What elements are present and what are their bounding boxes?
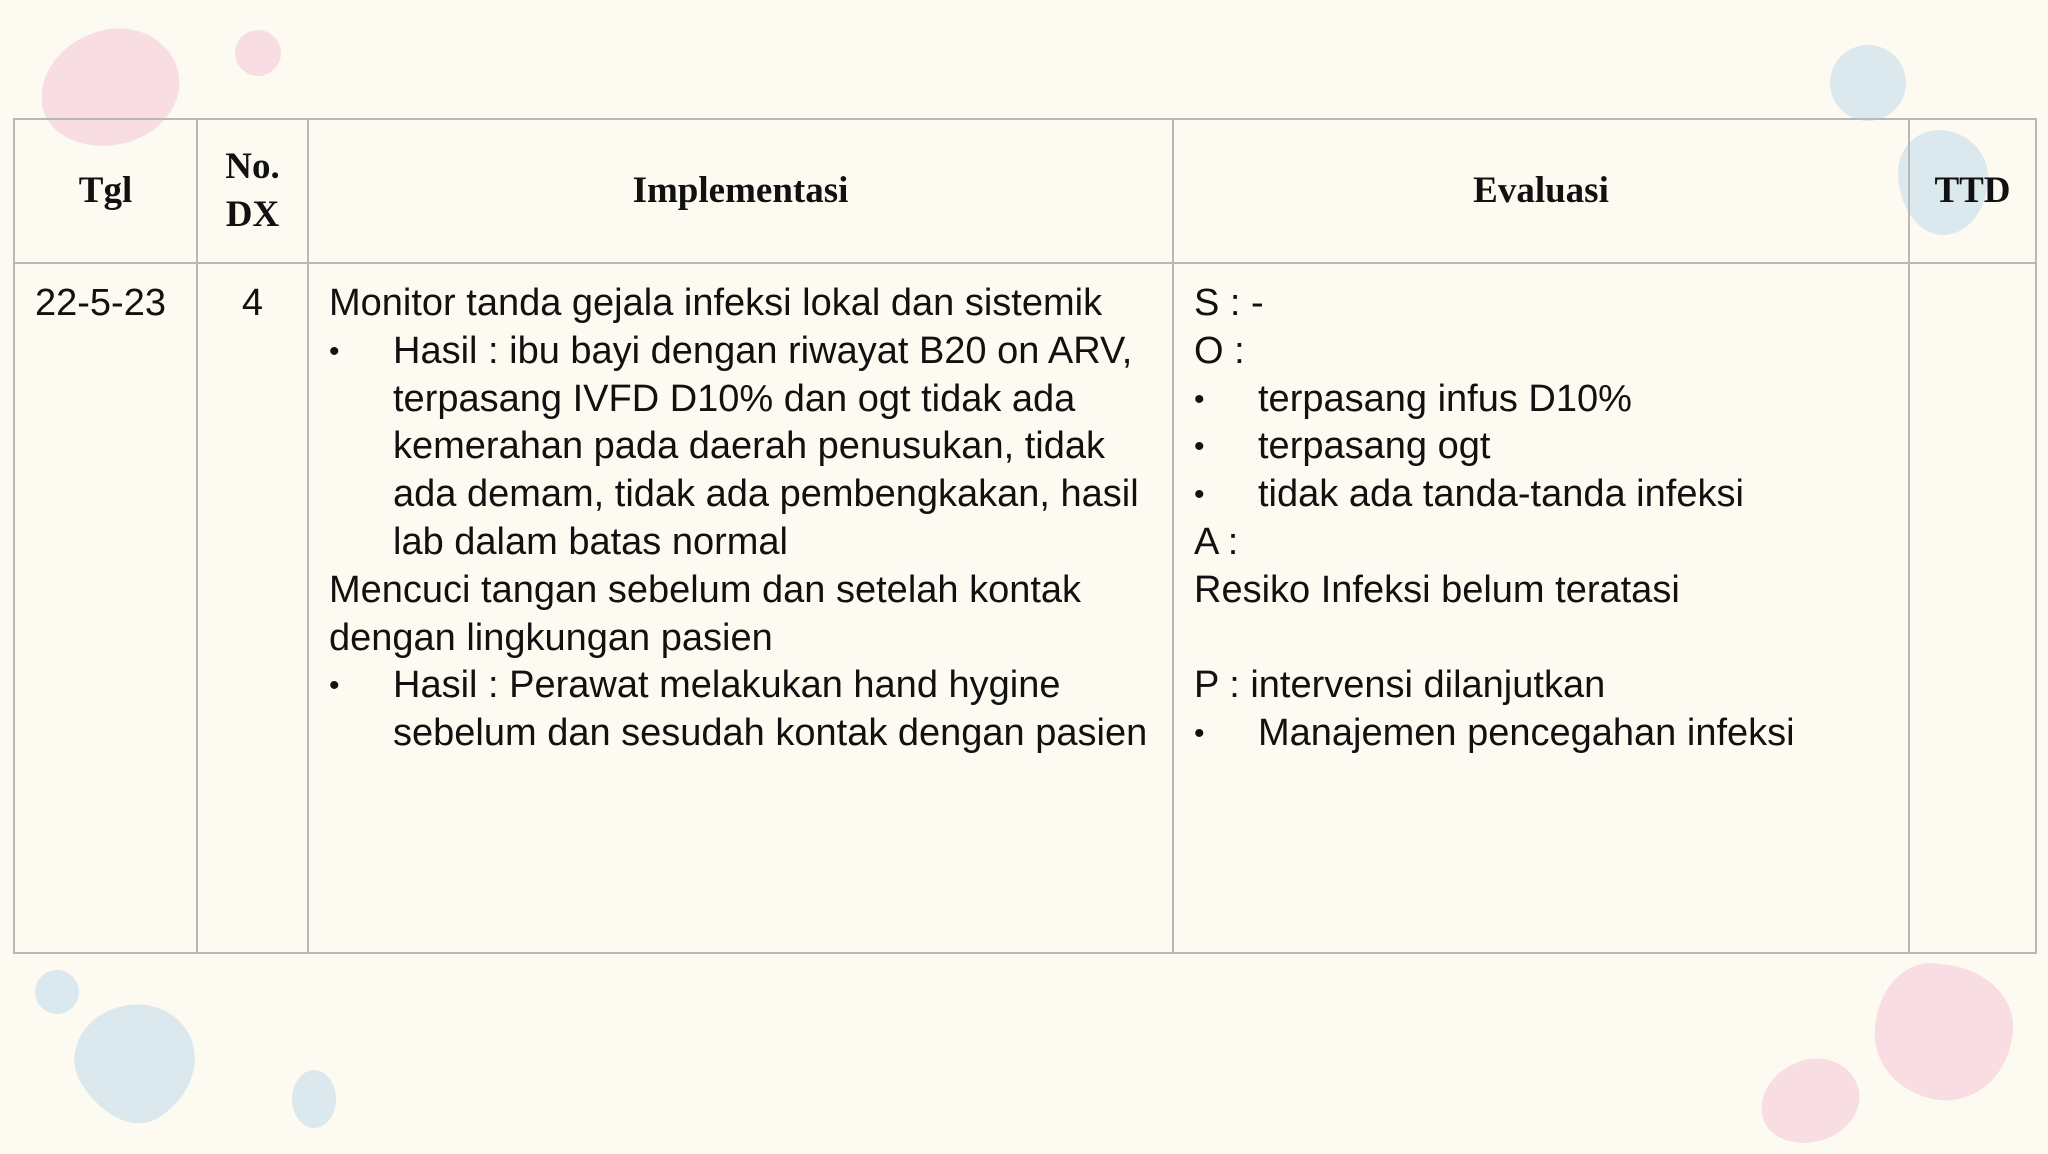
decor-dot-blue [292, 1070, 336, 1128]
bullet-icon: • [1194, 382, 1205, 416]
decor-blob-pink [1866, 956, 2020, 1109]
decor-blob-pink [1751, 1048, 1869, 1153]
decor-blob-blue [56, 981, 217, 1142]
cell-no-dx: 4 [197, 263, 308, 953]
header-ttd: TTD [1909, 119, 2036, 263]
eval-objective-item: terpasang ogt [1258, 425, 1491, 468]
decor-dot-blue [1830, 45, 1906, 121]
list-item [1194, 376, 1888, 424]
eval-objective-item: terpasang infus D10% [1258, 377, 1632, 420]
bullet-icon: • [1194, 478, 1205, 512]
eval-subjective: S : - [1194, 282, 1264, 324]
impl-item-1-title: Monitor tanda gejala infeksi lokal dan sistemik [329, 282, 1103, 324]
header-tgl: Tgl [14, 119, 197, 263]
eval-objective-item: tidak ada tanda-tanda infeksi [1258, 473, 1744, 516]
list-item [329, 662, 1152, 758]
eval-assessment: A : [1194, 520, 1239, 563]
impl-item-1-result: Hasil : ibu bayi dengan riwayat B20 on ARV, terpasang IVFD D10% dan ogt tidak ada kemerahan pada daerah penusukan, tidak ada demam, tidak ada pembengkakan, hasil lab dalam batas normal [393, 329, 1139, 563]
cell-implementasi [308, 263, 1173, 953]
header-no-dx-line1: No. [225, 146, 280, 187]
list-item [1194, 710, 1888, 758]
list-item [1194, 471, 1888, 519]
cell-ttd [1909, 263, 2036, 953]
header-no-dx [197, 119, 308, 263]
eval-objective: O : [1194, 329, 1245, 372]
header-no-dx-line2: DX [225, 194, 280, 235]
eval-assessment-text: Resiko Infeksi belum teratasi [1194, 568, 1680, 611]
eval-plan: P : intervensi dilanjutkan [1194, 664, 1606, 707]
header-implementasi: Implementasi [308, 119, 1173, 263]
decor-dot-blue [35, 970, 79, 1014]
list-item [329, 328, 1152, 567]
bullet-icon: • [1194, 430, 1205, 464]
impl-item-2-bullets [329, 662, 1152, 758]
header-evaluasi: Evaluasi [1173, 119, 1909, 263]
eval-objective-list [1194, 376, 1888, 519]
table-header-row [14, 119, 2036, 263]
impl-item-2-result: Hasil : Perawat melakukan hand hygine sebelum dan sesudah kontak dengan pasien [393, 664, 1148, 755]
list-item [1194, 423, 1888, 471]
bullet-icon: • [329, 669, 340, 703]
spacer [1194, 615, 1888, 663]
implementation-evaluation-table [13, 118, 2037, 954]
impl-item-1-bullets [329, 328, 1152, 567]
cell-tgl: 22-5-23 [14, 263, 197, 953]
eval-plan-item: Manajemen pencegahan infeksi [1258, 712, 1795, 755]
decor-dot-pink [235, 30, 281, 76]
impl-item-2-title: Mencuci tangan sebelum dan setelah kontak dengan lingkungan pasien [329, 568, 1082, 659]
table-row [14, 263, 2036, 953]
eval-plan-list [1194, 710, 1888, 758]
bullet-icon: • [1194, 717, 1205, 751]
cell-evaluasi [1173, 263, 1909, 953]
bullet-icon: • [329, 334, 340, 368]
